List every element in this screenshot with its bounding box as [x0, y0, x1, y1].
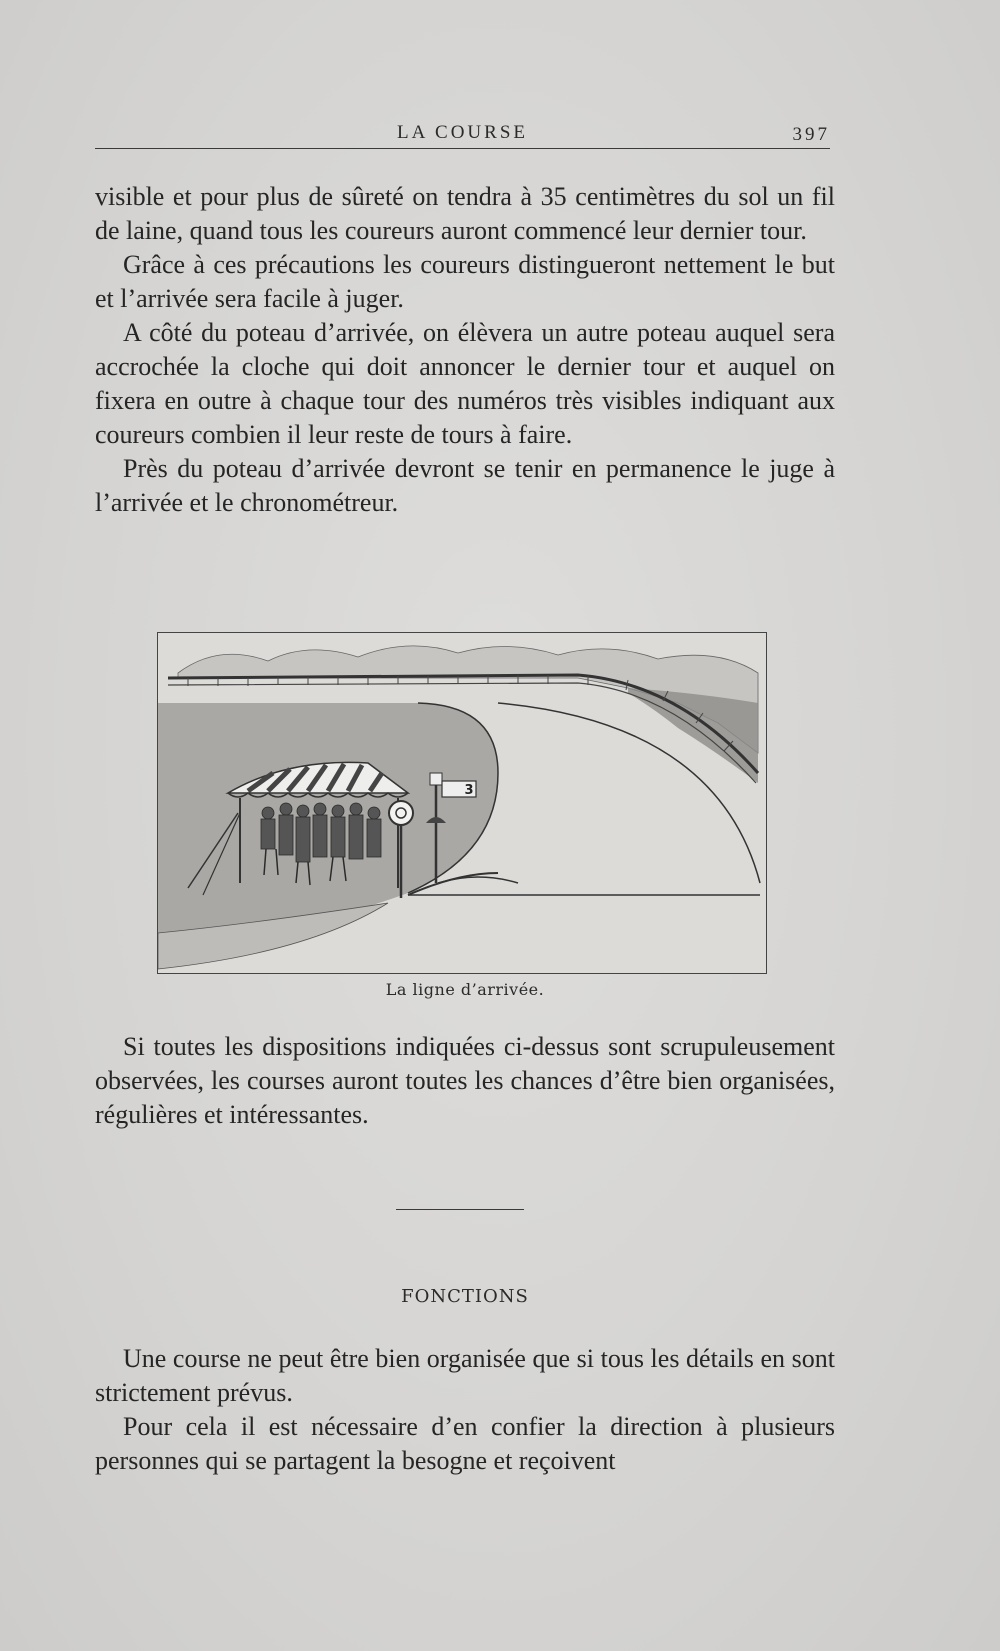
body-text-top	[95, 180, 835, 520]
body-text-middle	[95, 1030, 835, 1132]
paragraph-judges: Près du poteau d’arrivée devront se tenir en permanence le juge à l’arrivée et le chronométreur.	[95, 454, 835, 517]
section-divider	[396, 1209, 524, 1210]
figure-caption: La ligne d’arrivée.	[385, 980, 545, 999]
paragraph-direction: Pour cela il est nécessaire d’en confier la direction à plusieurs personnes qui se partagent la besogne et reçoivent	[95, 1412, 835, 1475]
finish-line-illustration	[157, 632, 767, 974]
body-text-bottom	[95, 1342, 835, 1478]
page-number: 397	[792, 124, 830, 145]
finish-line-engraving	[158, 633, 766, 973]
running-head	[95, 118, 830, 149]
paragraph-precautions: Grâce à ces précautions les coureurs distingueront nettement le but et l’arrivée sera facile à juger.	[95, 250, 835, 313]
paragraph-conclusion: Si toutes les dispositions indiquées ci-dessus sont scrupuleusement observées, les courses auront toutes les chances d’être bien organisées, régulières et intéressantes.	[95, 1032, 835, 1129]
lap-board-number: 3	[464, 783, 474, 798]
running-title: LA COURSE	[397, 122, 528, 143]
paragraph-bell-post: A côté du poteau d’arrivée, on élèvera un autre poteau auquel sera accrochée la cloche qui doit annoncer le dernier tour et auquel on fixera en outre à chaque tour des numéros très visibles indiquant aux coureurs combien il leur reste de tours à faire.	[95, 318, 835, 449]
paragraph-organisation: Une course ne peut être bien organisée que si tous les détails en sont strictement prévus.	[95, 1344, 835, 1407]
section-title: FONCTIONS	[401, 1286, 529, 1307]
paragraph-continuation: visible et pour plus de sûreté on tendra à 35 centimètres du sol un fil de laine, quand tous les coureurs auront commencé leur dernier tour.	[95, 182, 835, 245]
